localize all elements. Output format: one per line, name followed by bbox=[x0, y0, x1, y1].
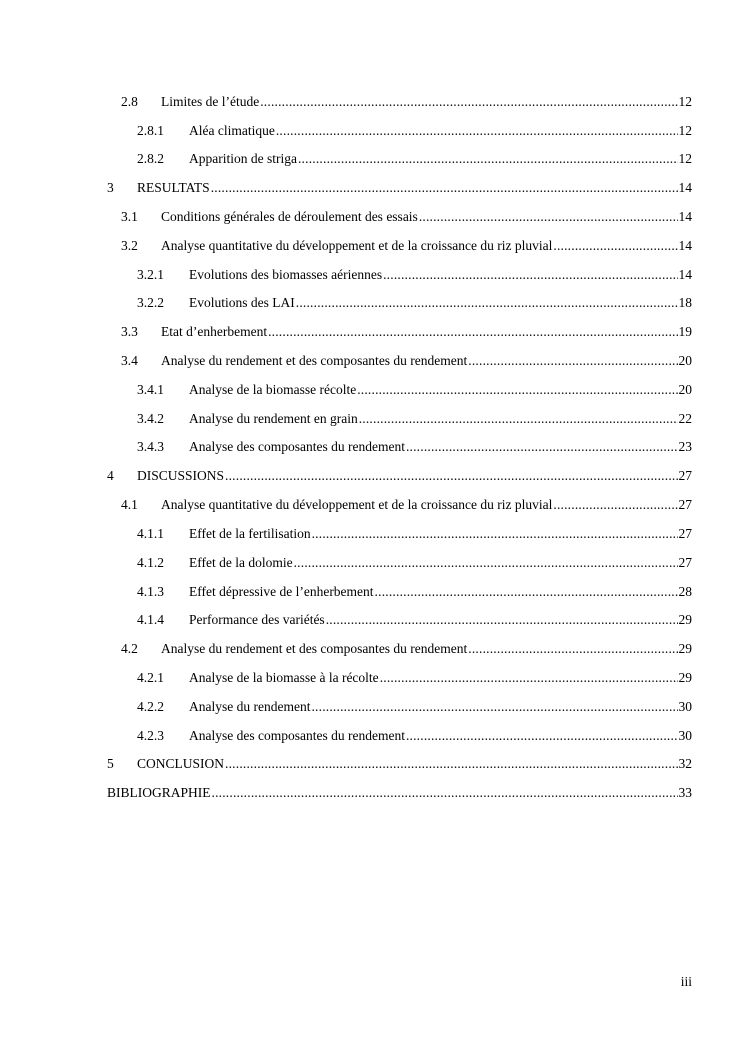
toc-entry-title: Analyse de la biomasse à la récolte bbox=[189, 670, 379, 685]
toc-entry-title: Analyse du rendement et des composantes du rendement bbox=[161, 641, 468, 656]
toc-leader-dots bbox=[225, 754, 677, 774]
toc-entry-title: Evolutions des LAI bbox=[189, 295, 295, 310]
toc-entry-number: 4.2 bbox=[121, 641, 138, 656]
toc-entry-title: Analyse quantitative du développement et de la croissance du riz pluvial bbox=[161, 238, 553, 253]
toc-entry[interactable] bbox=[121, 351, 692, 371]
toc-leader-dots bbox=[296, 293, 678, 313]
toc-entry-title: Analyse quantitative du développement et de la croissance du riz pluvial bbox=[161, 497, 553, 512]
toc-entry-page: 12 bbox=[678, 94, 692, 109]
toc-entry-number: 4 bbox=[107, 468, 114, 483]
toc-entry[interactable] bbox=[137, 524, 692, 544]
toc-entry-page: 30 bbox=[678, 728, 692, 743]
toc-entry-page: 33 bbox=[678, 785, 692, 800]
toc-entry-title: Effet de la dolomie bbox=[189, 555, 293, 570]
toc-entry[interactable] bbox=[121, 236, 692, 256]
toc-entry-page: 12 bbox=[678, 151, 692, 166]
toc-entry-title: Limites de l’étude bbox=[161, 94, 260, 109]
toc-entry-number: 3 bbox=[107, 180, 114, 195]
toc-leader-dots bbox=[553, 236, 677, 256]
toc-leader-dots bbox=[276, 121, 678, 141]
toc-leader-dots bbox=[468, 639, 677, 659]
toc-entry-page: 14 bbox=[678, 238, 692, 253]
toc-entry[interactable] bbox=[137, 582, 692, 602]
toc-entry[interactable] bbox=[137, 553, 692, 573]
toc-entry-title: Performance des variétés bbox=[189, 612, 325, 627]
toc-entry[interactable] bbox=[137, 409, 692, 429]
toc-entry[interactable] bbox=[137, 726, 692, 746]
toc-entry[interactable] bbox=[107, 783, 692, 803]
toc-leader-dots bbox=[225, 466, 677, 486]
toc-entry-number: 3.3 bbox=[121, 324, 138, 339]
toc-leader-dots bbox=[311, 697, 677, 717]
toc-entry-title: RESULTATS bbox=[137, 180, 210, 195]
toc-entry-number: 3.2.2 bbox=[137, 295, 164, 310]
toc-leader-dots bbox=[406, 437, 678, 457]
toc-entry[interactable] bbox=[137, 293, 692, 313]
toc-entry-number: 4.1.4 bbox=[137, 612, 164, 627]
toc-entry-number: 3.2.1 bbox=[137, 267, 164, 282]
toc-leader-dots bbox=[419, 207, 678, 227]
toc-entry[interactable] bbox=[107, 754, 692, 774]
toc-entry-title: Analyse du rendement et des composantes du rendement bbox=[161, 353, 468, 368]
toc-entry-page: 14 bbox=[678, 180, 692, 195]
toc-leader-dots bbox=[406, 726, 678, 746]
toc-leader-dots bbox=[211, 178, 678, 198]
toc-entry-title: Analyse de la biomasse récolte bbox=[189, 382, 357, 397]
toc-entry-title: CONCLUSION bbox=[137, 756, 225, 771]
toc-entry-page: 29 bbox=[678, 612, 692, 627]
page-number: iii bbox=[680, 974, 692, 989]
toc-entry-title: Evolutions des biomasses aériennes bbox=[189, 267, 383, 282]
toc-entry-title: Analyse du rendement en grain bbox=[189, 411, 358, 426]
toc-entry-page: 28 bbox=[678, 584, 692, 599]
toc-entry-page: 29 bbox=[678, 670, 692, 685]
toc-leader-dots bbox=[553, 495, 677, 515]
toc-entry-title: Effet dépressive de l’enherbement bbox=[189, 584, 374, 599]
toc-leader-dots bbox=[294, 553, 678, 573]
toc-entry[interactable] bbox=[121, 639, 692, 659]
toc-entry-title: BIBLIOGRAPHIE bbox=[107, 785, 211, 800]
toc-entry-number: 4.2.1 bbox=[137, 670, 164, 685]
toc-entry-page: 32 bbox=[678, 756, 692, 771]
toc-entry-page: 27 bbox=[678, 555, 692, 570]
toc-entry-page: 29 bbox=[678, 641, 692, 656]
toc-entry-number: 3.1 bbox=[121, 209, 138, 224]
toc-entry[interactable] bbox=[107, 466, 692, 486]
toc-entry-page: 14 bbox=[678, 267, 692, 282]
toc-entry-page: 30 bbox=[678, 699, 692, 714]
toc-leader-dots bbox=[298, 149, 678, 169]
toc-leader-dots bbox=[375, 582, 678, 602]
toc-entry-title: Conditions générales de déroulement des essais bbox=[161, 209, 418, 224]
toc-entry[interactable] bbox=[137, 697, 692, 717]
toc-entry-page: 19 bbox=[678, 324, 692, 339]
toc-entry-page: 18 bbox=[678, 295, 692, 310]
toc-entry-number: 3.4 bbox=[121, 353, 138, 368]
toc-leader-dots bbox=[312, 524, 678, 544]
toc-entry-title: Analyse des composantes du rendement bbox=[189, 439, 405, 454]
toc-entry-page: 20 bbox=[678, 353, 692, 368]
toc-leader-dots bbox=[380, 668, 678, 688]
toc-entry-number: 2.8 bbox=[121, 94, 138, 109]
toc-entry-title: Aléa climatique bbox=[189, 123, 275, 138]
toc-entry-page: 14 bbox=[678, 209, 692, 224]
toc-entry[interactable] bbox=[121, 207, 692, 227]
toc-entry-title: DISCUSSIONS bbox=[137, 468, 225, 483]
toc-entry-number: 3.4.1 bbox=[137, 382, 164, 397]
toc-entry[interactable] bbox=[137, 380, 692, 400]
toc-entry-page: 23 bbox=[678, 439, 692, 454]
toc-leader-dots bbox=[357, 380, 677, 400]
toc-entry[interactable] bbox=[137, 668, 692, 688]
toc-entry-number: 2.8.1 bbox=[137, 123, 164, 138]
toc-entry-number: 4.1 bbox=[121, 497, 138, 512]
toc-entry[interactable] bbox=[121, 495, 692, 515]
toc-entry[interactable] bbox=[121, 92, 692, 112]
toc-entry[interactable] bbox=[137, 610, 692, 630]
toc-leader-dots bbox=[468, 351, 677, 371]
toc-entry-number: 4.1.2 bbox=[137, 555, 164, 570]
toc-entry-number: 4.2.3 bbox=[137, 728, 164, 743]
toc-entry-title: Analyse du rendement bbox=[189, 699, 311, 714]
toc-leader-dots bbox=[268, 322, 677, 342]
toc-entry[interactable] bbox=[107, 178, 692, 198]
toc-entry-number: 3.4.3 bbox=[137, 439, 164, 454]
toc-entry-number: 5 bbox=[107, 756, 114, 771]
toc-entry-number: 4.1.1 bbox=[137, 526, 164, 541]
toc-entry-page: 12 bbox=[678, 123, 692, 138]
toc-entry[interactable] bbox=[137, 437, 692, 457]
toc-entry[interactable] bbox=[137, 121, 692, 141]
toc-entry-page: 27 bbox=[678, 526, 692, 541]
toc-entry-page: 22 bbox=[678, 411, 692, 426]
toc-entry[interactable] bbox=[137, 149, 692, 169]
toc-entry[interactable] bbox=[137, 265, 692, 285]
toc-entry[interactable] bbox=[121, 322, 692, 342]
toc-entry-page: 27 bbox=[678, 497, 692, 512]
toc-entry-number: 4.1.3 bbox=[137, 584, 164, 599]
toc-entry-title: Effet de la fertilisation bbox=[189, 526, 311, 541]
toc-leader-dots bbox=[383, 265, 677, 285]
toc-leader-dots bbox=[359, 409, 678, 429]
toc-entry-number: 3.4.2 bbox=[137, 411, 164, 426]
toc-entry-page: 27 bbox=[678, 468, 692, 483]
toc-entry-title: Analyse des composantes du rendement bbox=[189, 728, 405, 743]
toc-entry-number: 4.2.2 bbox=[137, 699, 164, 714]
toc-leader-dots bbox=[326, 610, 678, 630]
toc-entry-number: 2.8.2 bbox=[137, 151, 164, 166]
toc-leader-dots bbox=[212, 783, 678, 803]
toc-entry-page: 20 bbox=[678, 382, 692, 397]
toc-entry-title: Apparition de striga bbox=[189, 151, 297, 166]
toc-entry-number: 3.2 bbox=[121, 238, 138, 253]
toc-entry-title: Etat d’enherbement bbox=[161, 324, 268, 339]
toc-leader-dots bbox=[260, 92, 677, 112]
